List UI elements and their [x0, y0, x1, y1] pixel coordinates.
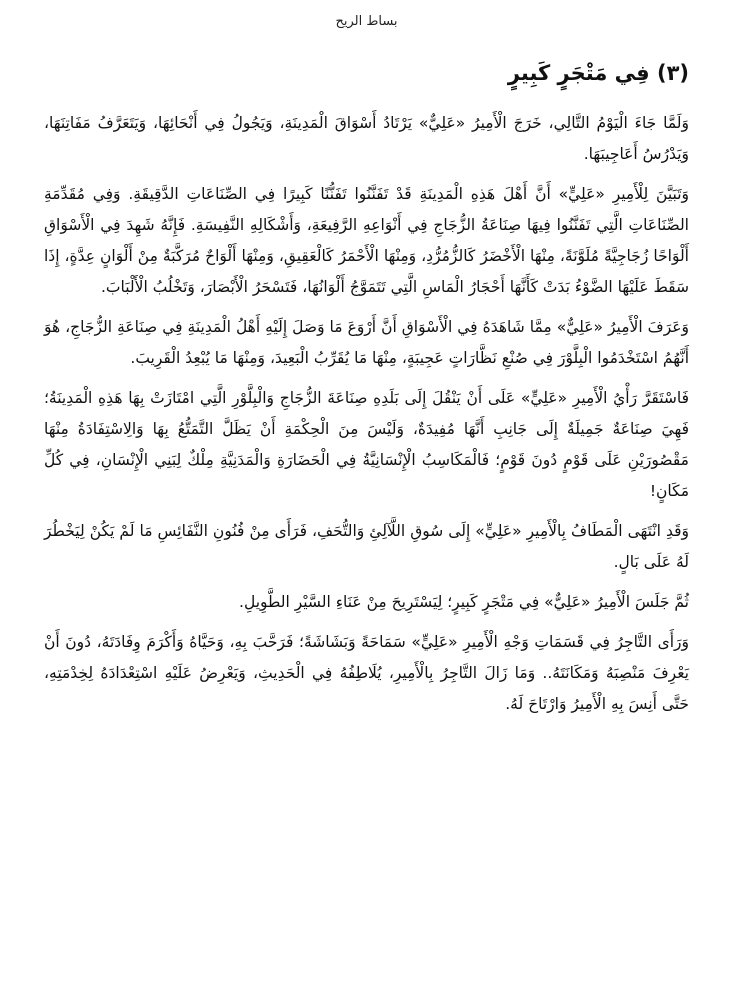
paragraph: وَقَدِ انْتَهَى الْمَطَافُ بِالْأَمِيرِ «عَلِيٍّ» إِلَى سُوقِ اللَّآلِئِ وَالتُّحَفِ، فَرَأَى مِنْ فُنُونِ النَّفَائِسِ مَا لَمْ يَكُنْ لِيَخْطُرَ لَهُ عَلَى بَالٍ.: [44, 522, 689, 571]
paragraph: وَرَأَى التَّاجِرُ فِي قَسَمَاتِ وَجْهِ الْأَمِيرِ «عَلِيٍّ» سَمَاحَةً وَبَشَاشَةً؛ فَرَحَّبَ بِهِ، وَحَيَّاهُ وَأَكْرَمَ وِفَادَتَهُ، دُونَ أَنْ يَعْرِفَ مَنْصِبَهُ وَمَكَانَتَهُ.. وَمَا زَالَ التَّاجِرُ بِالْأَمِيرِ، يُلَاطِفُهُ فِي الْحَدِيثِ، وَيَعْرِضُ عَلَيْهِ اسْتِعْدَادَهُ لِخِدْمَتِهِ، حَتَّى أَنِسَ بِهِ الْأَمِيرُ وَارْتَاحَ لَهُ.: [44, 633, 689, 713]
paragraph: وَتَبَيَّنَ لِلْأَمِيرِ «عَلِيٍّ» أَنَّ أَهْلَ هَذِهِ الْمَدِينَةِ قَدْ تَفَنَّنُوا تَفَنُّنًا كَبِيرًا فِي الصِّنَاعَاتِ الدَّقِيقَةِ. وَفِي مُقَدِّمَةِ الصِّنَاعَاتِ الَّتِي تَفَنَّنُوا فِيهَا صِنَاعَةُ الزُّجَاجِ فِي أَنْوَاعِهِ الرَّفِيعَةِ، وَأَشْكَالِهِ النَّفِيسَةِ. فَإِنَّهُ شَهِدَ فِي الْأَسْوَاقِ أَلْوَاحًا زُجَاجِيَّةً مُلَوَّنَةً، مِنْهَا الْأَخْضَرُ كَالزُّمُرُّدِ، وَمِنْهَا الْأَحْمَرُ كَالْعَقِيقِ، وَمِنْهَا أَلْوَاحٌ مُرَكَّبَةٌ مِنْ أَلْوَانٍ عِدَّةٍ، إِذَا سَقَطَ عَلَيْهَا الضَّوْءُ بَدَتْ كَأَنَّهَا أَحْجَارُ الْمَاسِ الَّتِي تَتَمَوَّجُ أَلْوَانُهَا، فَتَسْحَرُ الْأَبْصَارَ، وَتَخْلُبُ الْأَلْبَابَ.: [44, 185, 689, 296]
chapter-body: [44, 108, 689, 729]
paragraph: فَاسْتَقَرَّ رَأْيُ الْأَمِيرِ «عَلِيٍّ» عَلَى أَنْ يَنْقُلَ إِلَى بَلَدِهِ صِنَاعَةَ الزُّجَاجِ وَالْبِلَّوْرِ الَّتِي امْتَازَتْ بِهَا هَذِهِ الْمَدِينَةُ؛ فَهِيَ صِنَاعَةٌ جَمِيلَةٌ إِلَى جَانِبِ أَنَّهَا مُفِيدَةٌ، وَلَيْسَ مِنَ الْحِكْمَةِ أَنْ يَظَلَّ التَّمَتُّعُ بِهَا وَالِاسْتِفَادَةُ مِنْهَا مَقْصُورَيْنِ عَلَى قَوْمٍ دُونَ قَوْمٍ؛ فَالْمَكَاسِبُ الْإِنْسَانِيَّةُ فِي الْحَضَارَةِ وَالْمَدَنِيَّةِ مِلْكٌ لِبَنِي الْإِنْسَانِ، فِي كُلِّ مَكَانٍ!: [44, 389, 689, 500]
chapter-title: (٣) فِي مَتْجَرٍ كَبِيرٍ: [507, 61, 689, 85]
paragraph: وَلَمَّا جَاءَ الْيَوْمُ التَّالِي، خَرَجَ الْأَمِيرُ «عَلِيٌّ» يَرْتَادُ أَسْوَاقَ الْمَدِينَةِ، وَيَجُولُ فِي أَنْحَائِهَا، وَيَتَعَرَّفُ مَفَاتِنَهَا، وَيَدْرُسُ أَعَاجِيبَهَا.: [44, 114, 689, 163]
running-header: بساط الريح: [335, 14, 398, 29]
paragraph: وَعَرَفَ الْأَمِيرُ «عَلِيٌّ» مِمَّا شَاهَدَهُ فِي الْأَسْوَاقِ أَنَّ أَرْوَعَ مَا وَصَلَ إِلَيْهِ أَهْلُ الْمَدِينَةِ فِي صِنَاعَةِ الزُّجَاجِ، هُوَ أَنَّهُمُ اسْتَخْدَمُوا الْبِلَّوْرَ فِي صُنْعِ نَظَّارَاتٍ عَجِيبَةٍ، مِنْهَا مَا يُقَرِّبُ الْبَعِيدَ، وَمِنْهَا مَا يُبْعِدُ الْقَرِيبَ.: [44, 318, 689, 367]
paragraph: ثُمَّ جَلَسَ الْأَمِيرُ «عَلِيٌّ» فِي مَتْجَرٍ كَبِيرٍ؛ لِيَسْتَرِيحَ مِنْ عَنَاءِ السَّيْرِ الطَّوِيلِ.: [239, 593, 689, 611]
